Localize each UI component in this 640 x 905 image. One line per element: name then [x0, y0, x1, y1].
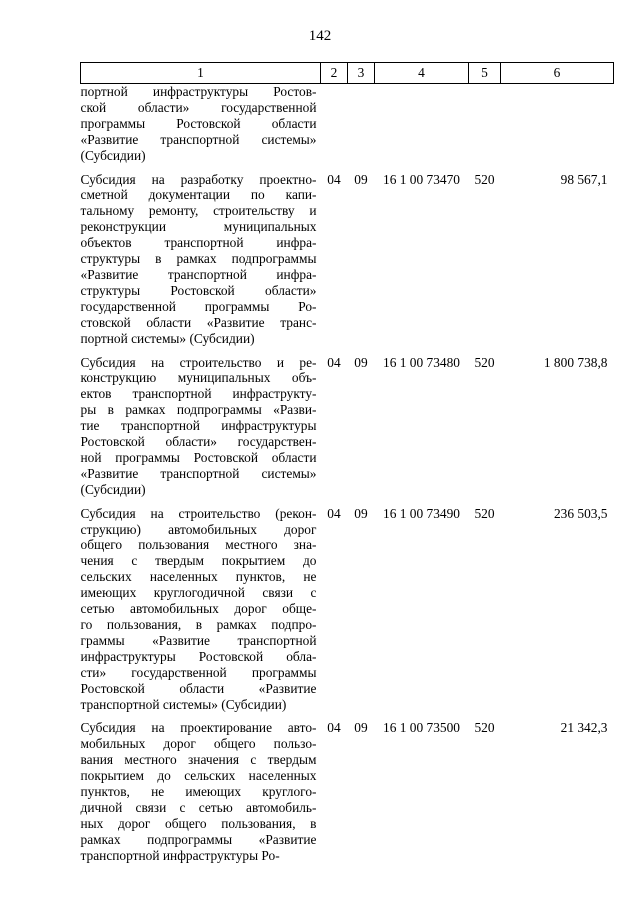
row-expense-type: 520 [474, 171, 495, 187]
row-section: 04 [327, 171, 341, 187]
row-expense-type: 520 [474, 720, 495, 736]
column-header-4: 4 [375, 63, 469, 84]
description-line: портной системы» (Субсидии) [80, 330, 255, 346]
row-description [81, 84, 321, 164]
column-header-5: 5 [469, 63, 501, 84]
row-expense-type: 520 [474, 354, 495, 370]
page-number: 142 [308, 28, 332, 44]
row-expense-type: 520 [474, 505, 495, 521]
description-line: Ростовской области» государствен- [80, 434, 317, 450]
row-target-code: 16 1 00 73470 [383, 171, 460, 187]
description-line: тальному ремонту, строительству и [80, 203, 317, 219]
row-expense-type [469, 84, 501, 164]
table-row [81, 498, 614, 713]
description-line: общего пользования местного зна- [80, 537, 317, 553]
row-subsection: 09 [354, 354, 368, 370]
description-line: Субсидия на строительство и ре- [80, 354, 317, 370]
description-line: мобильных дорог общего пользо- [80, 736, 317, 752]
description-line: имеющих круглогодичной связи с [80, 585, 317, 601]
description-line: покрытием до сельских населенных [80, 768, 317, 784]
description-line: (Субсидии) [80, 481, 146, 497]
description-line: рамках подпрограммы «Развитие [80, 831, 317, 847]
description-line: сельских населенных пунктов, не [80, 569, 317, 585]
row-description [81, 498, 321, 713]
description-line: структуры Ростовской области» [80, 282, 317, 298]
description-line: инфраструктуры Ростовской обла- [80, 648, 317, 664]
description-line: «Развитие транспортной системы» [80, 131, 317, 147]
row-section: 04 [327, 505, 341, 521]
row-description [81, 347, 321, 498]
description-line: ектов транспортной инфраструкту- [80, 386, 317, 402]
description-line: реконструкции муниципальных [80, 219, 317, 235]
description-line: тие транспортной инфраструктуры [80, 418, 317, 434]
budget-table [80, 62, 614, 864]
row-amount: 236 503,5 [553, 505, 608, 521]
description-line: го пользования, в рамках подпро- [80, 617, 317, 632]
row-target-code: 16 1 00 73480 [383, 354, 460, 370]
column-header-6: 6 [501, 63, 614, 84]
description-line: пунктов, не имеющих круглого- [80, 784, 317, 800]
row-amount: 1 800 738,8 [543, 354, 608, 370]
description-line: струкцию) автомобильных дорог [80, 521, 317, 537]
description-line: сти» государственной программы [80, 664, 317, 680]
description-line: сметной документации по капи- [80, 187, 317, 203]
description-line: Субсидия на строительство (рекон- [80, 505, 317, 521]
table-header-row [81, 63, 614, 84]
row-section [321, 84, 348, 164]
row-section: 04 [327, 354, 341, 370]
row-description [81, 712, 321, 863]
column-header-1: 1 [81, 63, 321, 84]
description-line: (Субсидии) [80, 147, 146, 163]
row-target-code: 16 1 00 73490 [383, 505, 460, 521]
row-subsection: 09 [354, 171, 368, 187]
description-line: чения с твердым покрытием до [80, 553, 317, 569]
row-target-code [375, 84, 469, 164]
table-row [81, 347, 614, 498]
table-row [81, 164, 614, 347]
column-header-3: 3 [348, 63, 375, 84]
description-line: граммы «Развитие транспортной [80, 632, 317, 648]
description-line: вания местного значения с твердым [80, 752, 317, 768]
description-line: сетью автомобильных дорог обще- [80, 601, 317, 617]
description-line: программы Ростовской области [80, 115, 317, 131]
description-line: транспортной инфраструктуры Ро- [80, 847, 280, 863]
description-line: Субсидия на разработку проектно- [80, 171, 317, 187]
description-line: портной инфраструктуры Ростов- [80, 84, 317, 99]
description-line: Субсидия на проектирование авто- [80, 720, 317, 736]
row-amount: 21 342,3 [560, 720, 608, 736]
column-header-2: 2 [321, 63, 348, 84]
row-section: 04 [327, 720, 341, 736]
table-row [81, 712, 614, 863]
description-line: ской области» государственной [80, 99, 317, 115]
description-line: структуры в рамках подпрограммы [80, 251, 317, 267]
row-subsection: 09 [354, 505, 368, 521]
table-body [81, 84, 614, 864]
row-subsection: 09 [354, 720, 368, 736]
description-line: «Развитие транспортной инфра- [80, 266, 317, 282]
description-line: ры в рамках подпрограммы «Разви- [80, 402, 317, 418]
description-line: транспортной системы» (Субсидии) [80, 696, 287, 712]
row-amount: 98 567,1 [560, 171, 608, 187]
description-line: конструкцию муниципальных объ- [80, 370, 317, 386]
row-description [81, 164, 321, 347]
row-target-code: 16 1 00 73500 [383, 720, 460, 736]
row-subsection [348, 84, 375, 164]
description-line: ной программы Ростовской области [80, 449, 317, 465]
description-line: объектов транспортной инфра- [80, 235, 317, 251]
description-line: стовской области «Развитие транс- [80, 314, 317, 330]
description-line: «Развитие транспортной системы» [80, 465, 317, 481]
row-amount [501, 84, 614, 164]
description-line: дичной связи с сетью автомобиль- [80, 799, 317, 815]
description-line: Ростовской области «Развитие [80, 680, 317, 696]
table-row [81, 84, 614, 164]
description-line: ных дорог общего пользования, в [80, 815, 317, 831]
description-line: государственной программы Ро- [80, 298, 317, 314]
